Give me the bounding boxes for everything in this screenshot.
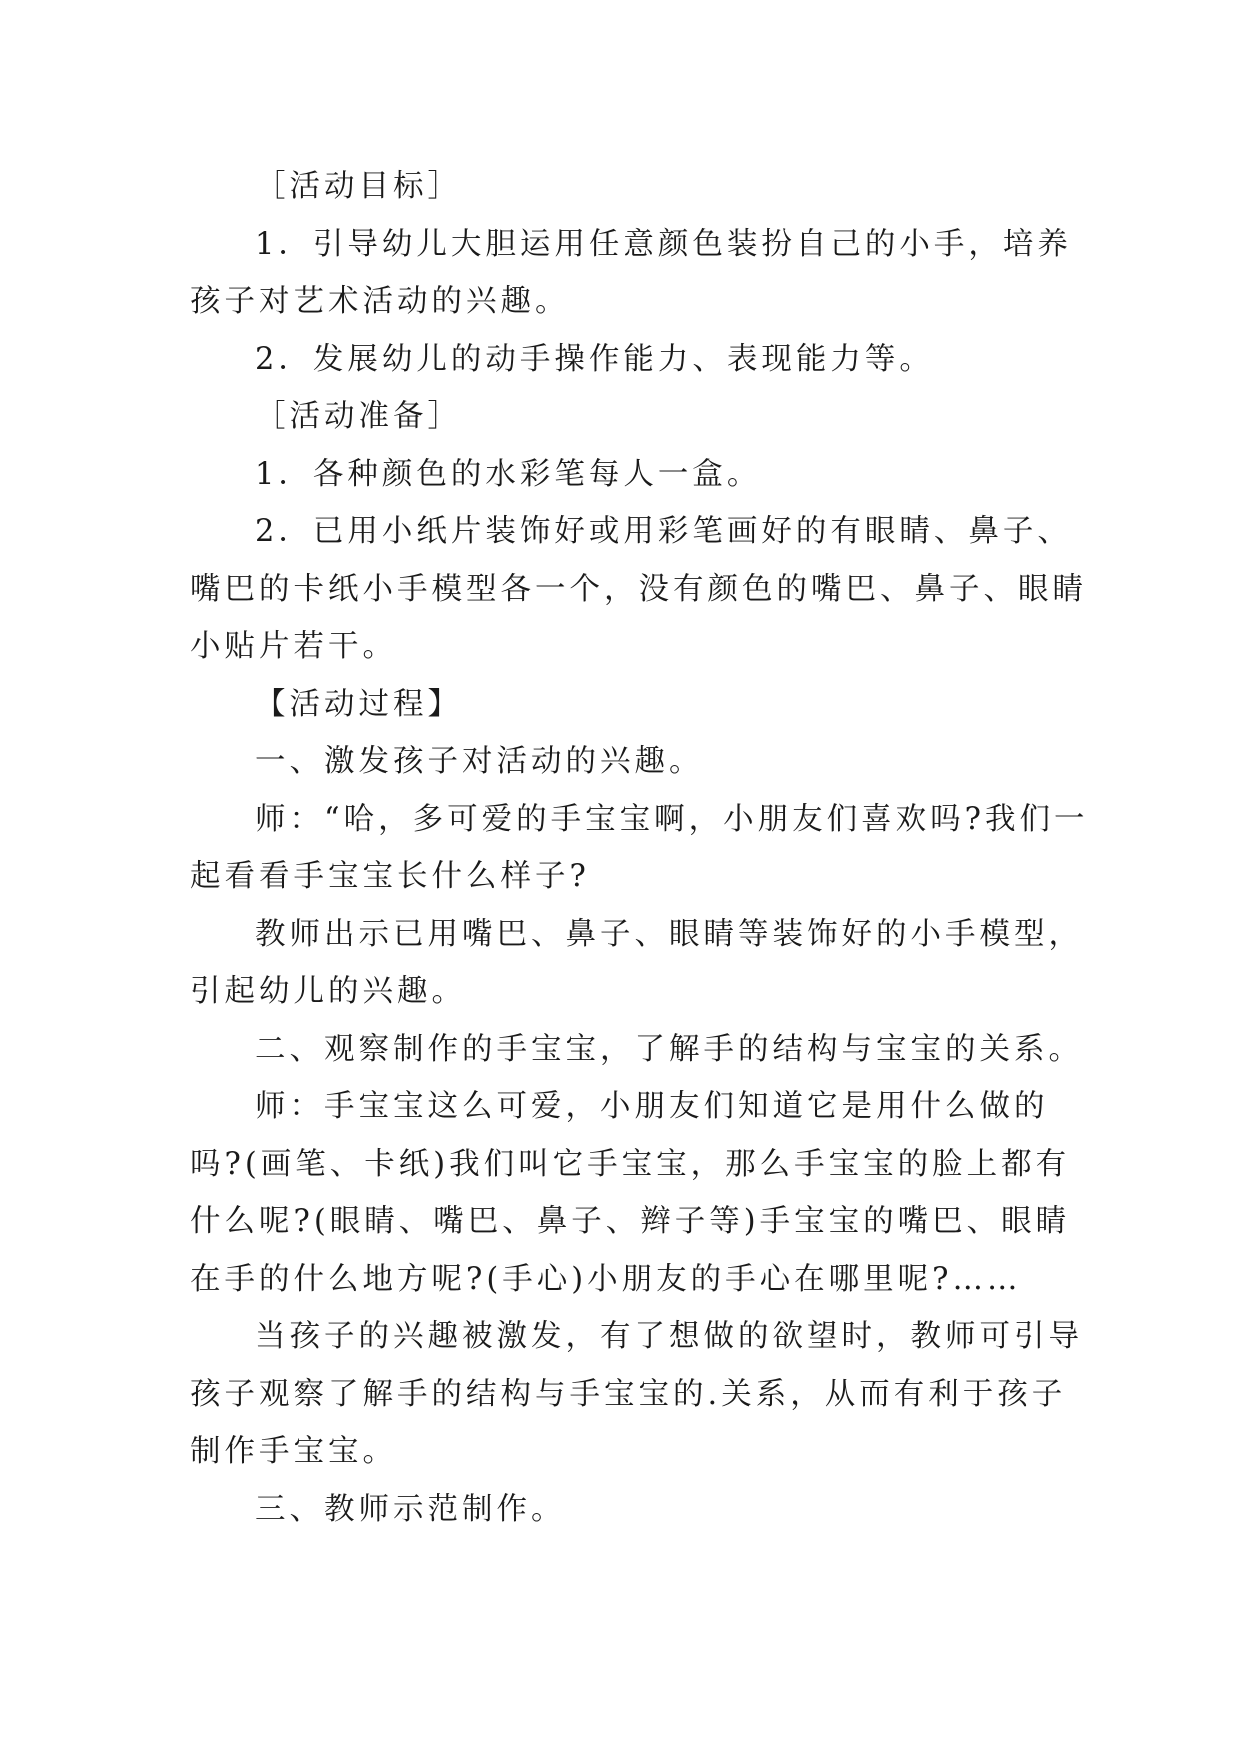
paragraph-line: 在手的什么地方呢?(手心)小朋友的手心在哪里呢?…… xyxy=(190,1262,1022,1297)
paragraph-line: 制作手宝宝。 xyxy=(190,1434,397,1469)
paragraph-line: 孩子对艺术活动的兴趣。 xyxy=(190,284,570,319)
paragraph-line: 什么呢?(眼睛、嘴巴、鼻子、辫子等)手宝宝的嘴巴、眼睛 xyxy=(190,1204,1071,1239)
paragraph-line: 2．发展幼儿的动手操作能力、表现能力等。 xyxy=(255,342,934,377)
paragraph-line: 师：“哈，多可爱的手宝宝啊，小朋友们喜欢吗?我们一 xyxy=(255,802,1089,837)
paragraph-line: 1．各种颜色的水彩笔每人一盒。 xyxy=(255,457,762,492)
paragraph-line: 教师出示已用嘴巴、鼻子、眼睛等装饰好的小手模型， xyxy=(255,917,1083,952)
step-heading-1: 一、激发孩子对活动的兴趣。 xyxy=(255,744,704,779)
section-heading-process: 【活动过程】 xyxy=(255,687,462,722)
step-heading-2: 二、观察制作的手宝宝，了解手的结构与宝宝的关系。 xyxy=(255,1032,1083,1067)
paragraph-line: 起看看手宝宝长什么样子? xyxy=(190,859,590,894)
paragraph-line: 孩子观察了解手的结构与手宝宝的.关系，从而有利于孩子 xyxy=(190,1377,1067,1412)
paragraph-line: 引起幼儿的兴趣。 xyxy=(190,974,466,1009)
paragraph-line: 当孩子的兴趣被激发，有了想做的欲望时，教师可引导 xyxy=(255,1319,1083,1354)
section-heading-preparation: ［活动准备］ xyxy=(255,399,462,434)
paragraph-line: 2．已用小纸片装饰好或用彩笔画好的有眼睛、鼻子、 xyxy=(255,514,1072,549)
paragraph-line: 师：手宝宝这么可爱，小朋友们知道它是用什么做的 xyxy=(255,1089,1049,1124)
section-heading-goals: ［活动目标］ xyxy=(255,169,462,204)
paragraph-line: 小贴片若干。 xyxy=(190,629,397,664)
paragraph-line: 1．引导幼儿大胆运用任意颜色装扮自己的小手，培养 xyxy=(255,227,1072,262)
step-heading-3: 三、教师示范制作。 xyxy=(255,1492,566,1527)
paragraph-line: 吗?(画笔、卡纸)我们叫它手宝宝，那么手宝宝的脸上都有 xyxy=(190,1147,1071,1182)
paragraph-line: 嘴巴的卡纸小手模型各一个，没有颜色的嘴巴、鼻子、眼睛 xyxy=(190,572,1087,607)
